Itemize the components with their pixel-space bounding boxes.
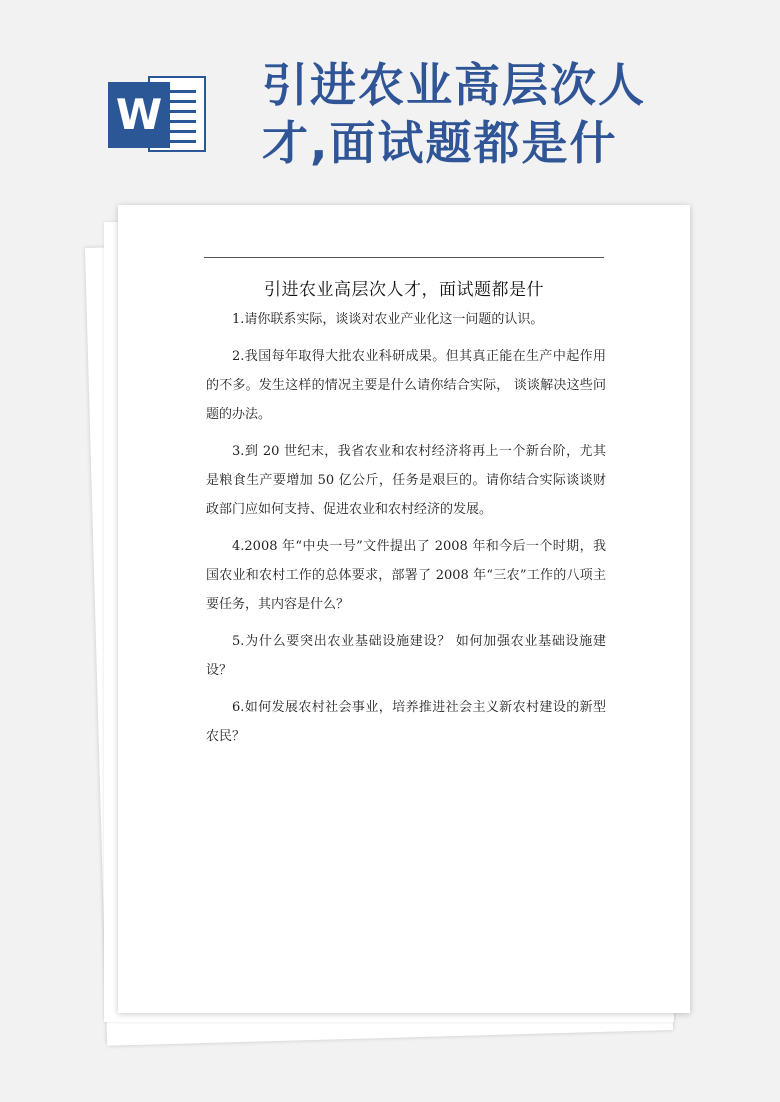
header-rule	[204, 257, 604, 258]
word-icon	[108, 68, 208, 160]
question-paragraph: 4.2008 年“中央一号”文件提出了 2008 年和今后一个时期，我国农业和农村工作的总体要求，部署了 2008 年“三农”工作的八项主要任务，其内容是什么？	[206, 539, 606, 612]
banner-title: 引进农业高层次人才,面试题都是什	[262, 58, 646, 170]
question-paragraph: 3.到 20 世纪末，我省农业和农村经济将再上一个新台阶，尤其是粮食生产要增加 50 亿公斤，任务是艰巨的。请你结合实际谈谈财政部门应如何支持、促进农业和农村经济的发展。	[206, 444, 606, 517]
question-paragraph: 2.我国每年取得大批农业科研成果。但其真正能在生产中起作用的不多。发生这样的情况主要是什么请你结合实际， 谈谈解决这些问题的办法。	[206, 349, 606, 422]
question-paragraph: 6.如何发展农村社会事业，培养推进社会主义新农村建设的新型农民？	[206, 700, 606, 744]
question-list	[206, 305, 606, 759]
word-badge: W	[108, 82, 170, 148]
document-title: 引进农业高层次人才，面试题都是什	[264, 280, 544, 300]
question-paragraph: 1.请你联系实际，谈谈对农业产业化这一问题的认识。	[232, 312, 544, 327]
question-paragraph: 5.为什么要突出农业基础设施建设？ 如何加强农业基础设施建设？	[206, 634, 606, 678]
document-page	[118, 205, 690, 1013]
